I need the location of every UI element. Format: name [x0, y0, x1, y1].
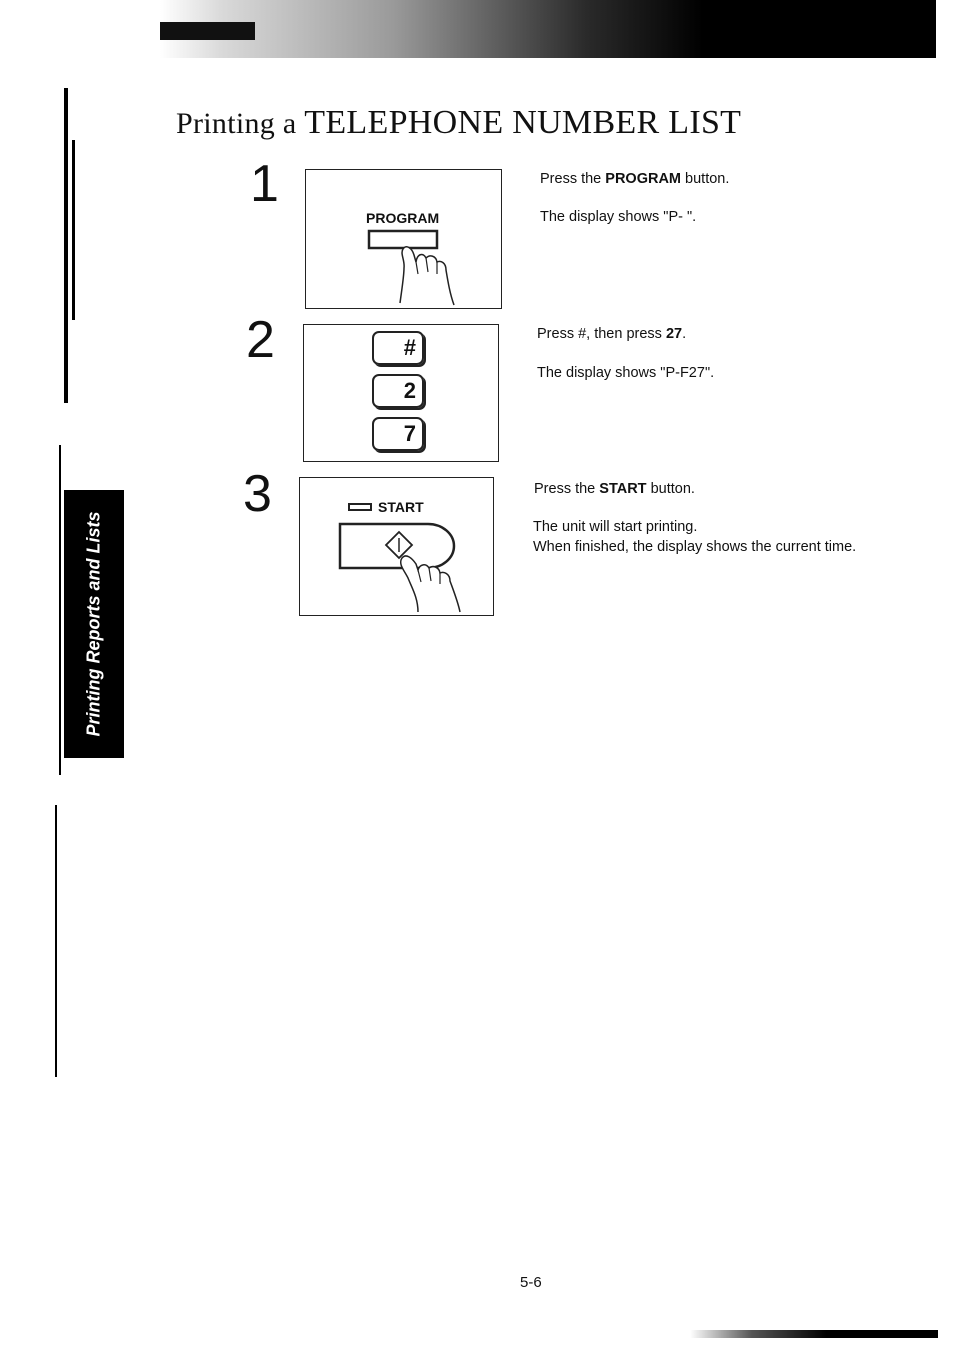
step-1-instruction [540, 170, 729, 189]
instr-text: Press #, then press [537, 326, 666, 342]
step-1-number: 1 [250, 155, 279, 213]
key-hash: # [372, 331, 424, 365]
start-label: START [378, 499, 424, 515]
header-bar-lead [160, 22, 255, 40]
key-2: 2 [372, 374, 424, 408]
instr-text: button. [681, 171, 730, 187]
instr-text: button. [646, 481, 695, 497]
step-2-instruction [537, 325, 686, 344]
step-3-detail: The unit will start printing. [533, 519, 698, 535]
step-3-detail-2: When finished, the display shows the current time. [533, 539, 857, 555]
header-bar [160, 0, 936, 58]
instr-text: Press the [540, 171, 606, 187]
step-1-panel [305, 169, 502, 309]
step-1-detail: The display shows "P- ". [540, 209, 697, 225]
margin-line [64, 88, 68, 403]
step-2-detail: The display shows "P-F27". [537, 365, 715, 381]
step-2-panel [303, 324, 499, 462]
hand-pointer-icon [306, 170, 501, 308]
side-tab-label: Printing Reports and Lists [83, 511, 104, 737]
title-prefix: Printing a [176, 107, 305, 140]
margin-line [59, 445, 61, 775]
instr-text: . [682, 326, 687, 342]
margin-line [55, 805, 57, 1077]
hand-pointer-icon [300, 478, 493, 615]
key-7: 7 [372, 417, 424, 451]
step-2-number: 2 [246, 311, 275, 369]
page-number: 5-6 [520, 1274, 542, 1291]
instr-bold: PROGRAM [605, 171, 682, 187]
margin-line [72, 140, 75, 320]
step-3-panel [299, 477, 494, 616]
instr-text: Press the [534, 481, 600, 497]
step-3-instruction [534, 480, 695, 499]
title-caps: TELEPHONE NUMBER LIST [304, 104, 742, 141]
program-label: PROGRAM [366, 210, 440, 226]
step-3-number: 3 [243, 465, 272, 523]
instr-bold: START [599, 481, 647, 497]
section-side-tab [64, 490, 124, 758]
footer-bar [690, 1330, 938, 1338]
page-title [176, 104, 741, 142]
instr-bold: 27 [665, 326, 683, 342]
